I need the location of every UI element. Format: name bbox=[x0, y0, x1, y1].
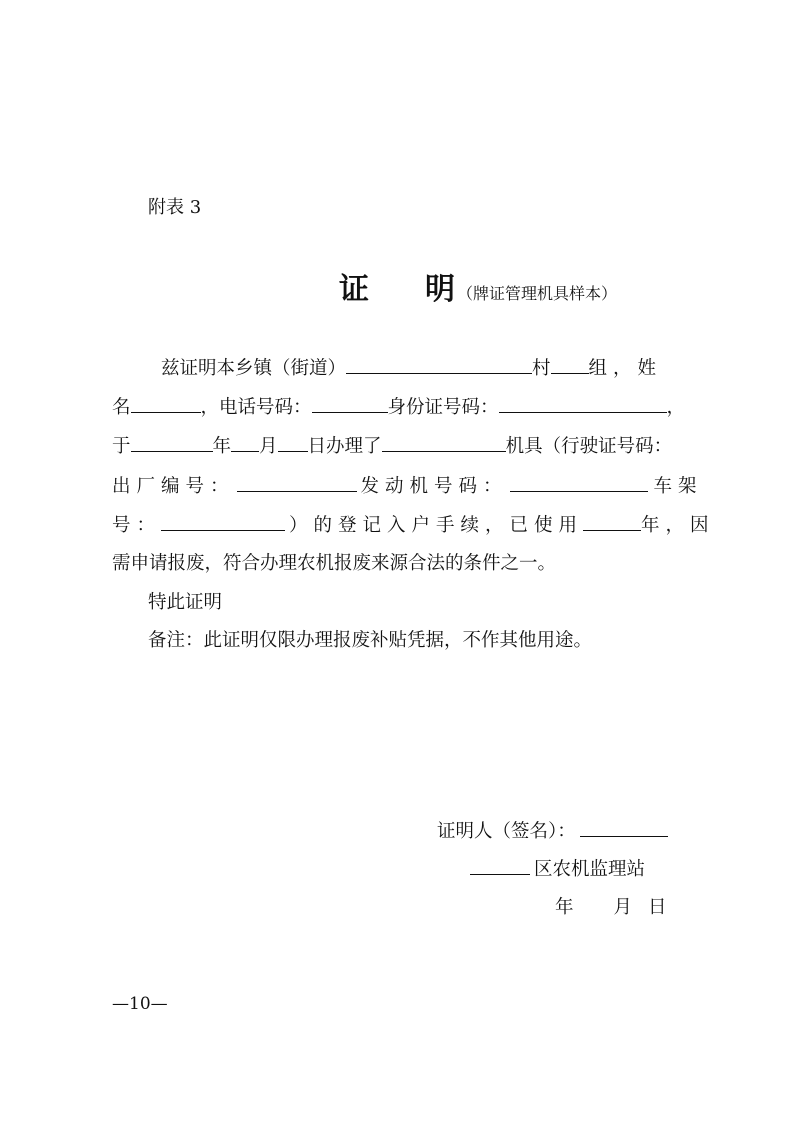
year-blank[interactable] bbox=[131, 432, 213, 452]
title-char-1: 证 bbox=[339, 272, 369, 307]
frame-text: 车架 bbox=[653, 476, 703, 497]
village-text: 村 bbox=[532, 358, 551, 379]
years-used-blank[interactable] bbox=[583, 511, 641, 531]
phone-blank[interactable] bbox=[312, 393, 388, 413]
certifier-line bbox=[437, 817, 668, 847]
license-text: 机具（行驶证号码： bbox=[505, 436, 673, 457]
body-line-2 bbox=[112, 393, 685, 423]
engine-number-text: 发动机号码： bbox=[360, 476, 508, 497]
name-blank[interactable] bbox=[131, 393, 201, 413]
station-line bbox=[470, 855, 645, 885]
body-line-6 bbox=[112, 549, 556, 579]
appendix-label: 附表 3 bbox=[148, 197, 202, 218]
station-text: 区农机监理站 bbox=[534, 859, 646, 880]
note: 备注：此证明仅限办理报废补贴凭据，不作其他用途。 bbox=[148, 630, 593, 651]
special-certify: 特此证明 bbox=[148, 592, 223, 613]
title-subtitle: （牌证管理机具样本） bbox=[457, 284, 618, 303]
body-line-5 bbox=[112, 511, 715, 541]
id-number-blank[interactable] bbox=[499, 393, 667, 413]
name-text: 名 bbox=[112, 397, 131, 418]
body-line-4 bbox=[112, 472, 703, 502]
frame-number-text: 号： bbox=[112, 515, 162, 536]
page-number: —10— bbox=[112, 994, 168, 1014]
id-number-text: 身份证号码： bbox=[387, 397, 499, 418]
factory-number-blank[interactable] bbox=[237, 472, 357, 492]
phone-text: ，电话号码： bbox=[200, 397, 312, 418]
registration-text: ）的登记入户手续，已使用 bbox=[289, 515, 584, 536]
certify-town-text: 兹证明本乡镇（街道） bbox=[161, 358, 347, 379]
date-month: 月 bbox=[613, 897, 633, 918]
month-blank[interactable] bbox=[231, 432, 259, 452]
body-line-1 bbox=[161, 354, 662, 384]
date-line bbox=[555, 893, 667, 923]
date-year: 年 bbox=[555, 897, 574, 918]
on-text: 于 bbox=[112, 436, 131, 457]
year-text: 年 bbox=[212, 436, 232, 457]
processed-text: 日办理了 bbox=[307, 436, 382, 457]
day-blank[interactable] bbox=[278, 432, 308, 452]
town-blank[interactable] bbox=[346, 354, 532, 374]
body-line-3 bbox=[112, 432, 672, 462]
signature-blank[interactable] bbox=[580, 820, 668, 837]
month-text: 月 bbox=[259, 436, 278, 457]
group-text: 组，姓 bbox=[588, 358, 663, 379]
title-char-2: 明 bbox=[425, 272, 455, 307]
engine-number-blank[interactable] bbox=[510, 472, 648, 492]
factory-number-text: 出厂编号： bbox=[112, 476, 235, 497]
years-text: 年，因 bbox=[641, 515, 715, 536]
document-title bbox=[339, 264, 617, 308]
certifier-label: 证明人（签名）： bbox=[437, 821, 576, 842]
date-day: 日 bbox=[648, 897, 667, 918]
comma-text: ， bbox=[666, 397, 686, 418]
district-blank[interactable] bbox=[470, 858, 530, 875]
village-blank[interactable] bbox=[551, 354, 589, 374]
frame-number-blank[interactable] bbox=[161, 511, 285, 531]
machine-blank[interactable] bbox=[382, 432, 506, 452]
scrap-reason-text: 需申请报废，符合办理农机报废来源合法的条件之一。 bbox=[112, 553, 557, 574]
